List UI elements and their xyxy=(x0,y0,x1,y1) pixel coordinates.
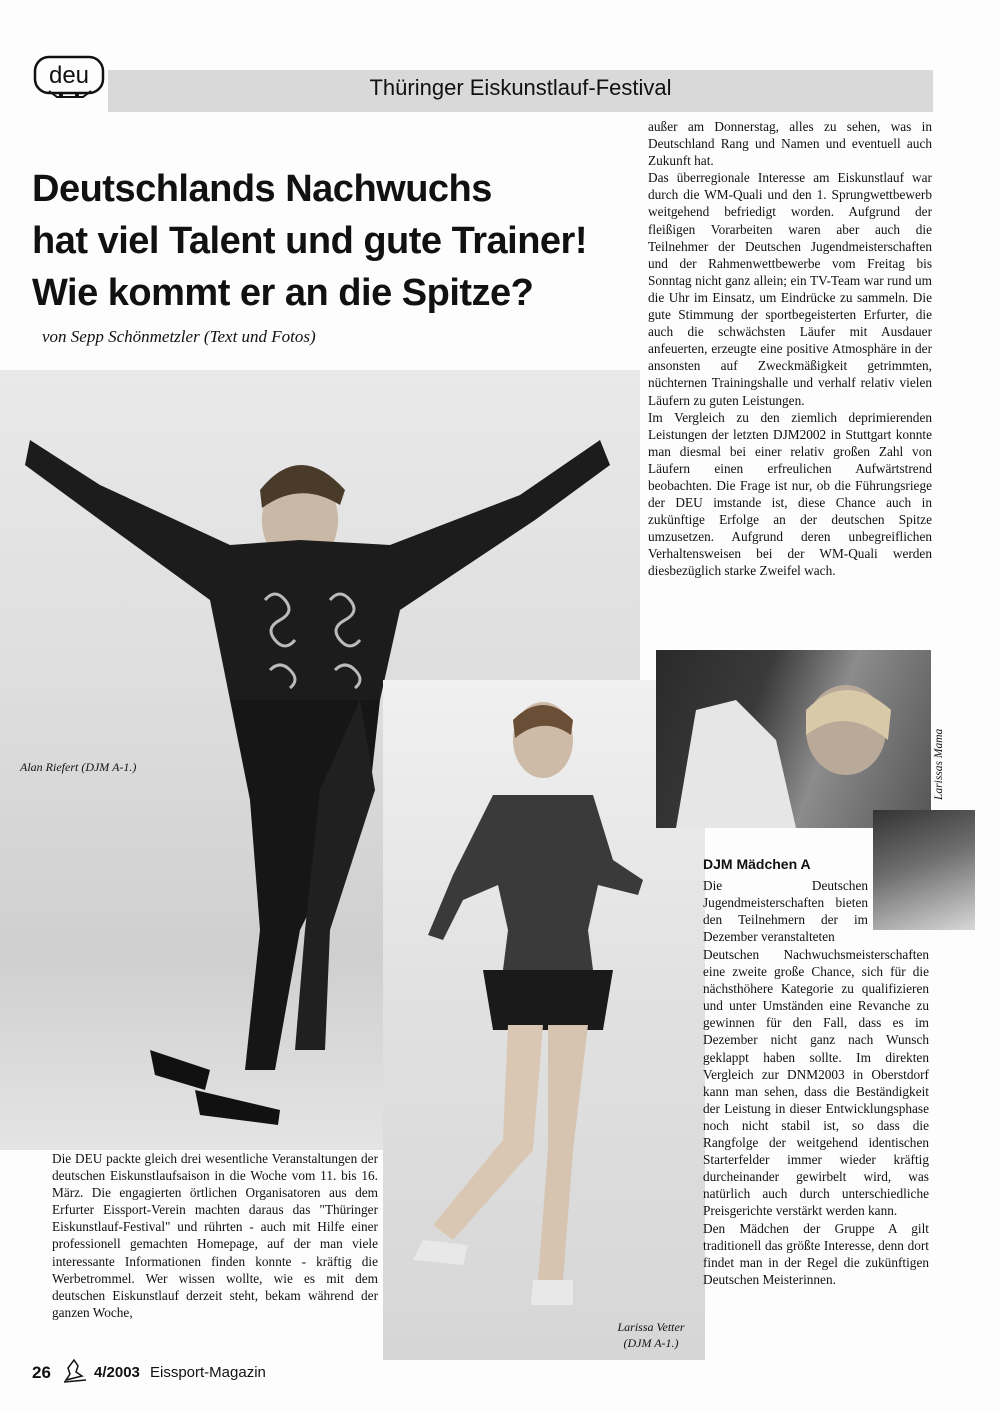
headline-line-3: Wie kommt er an die Spitze? xyxy=(32,272,534,314)
page-number: 26 xyxy=(32,1363,51,1382)
paragraph-right-3: Im Vergleich zu den ziemlich deprimierenden Leistungen der letzten DJM2002 in Stuttgart konnte man diesmal bei einer relativ großen Zahl von Läufern einen erfreulichen Aufwärtstrend beobachten. Die Frage ist nur, ob die Führungsriege der DEU imstande ist, diese Chance auch in zukünftige Erfolge an der deutschen Spitze umzusetzen. Aufgrund deren unbegreiflichen Verhaltensweisen bei der WM-Quali werden diesbezüglich starke Zweifel wach. xyxy=(648,409,932,579)
caption-mama xyxy=(929,700,949,810)
magazine-name: Eissport-Magazin xyxy=(150,1364,266,1381)
headline-line-2: hat viel Talent und gute Trainer! xyxy=(32,220,587,262)
article-headline xyxy=(32,163,632,319)
byline: von Sepp Schönmetzler (Text und Fotos) xyxy=(42,327,316,346)
headline-line-1: Deutschlands Nachwuchs xyxy=(32,168,492,210)
photo-larissas-mama xyxy=(656,650,931,828)
djm-text-body xyxy=(703,946,929,1288)
caption-larissa xyxy=(606,1319,696,1351)
paragraph-right-1: außer am Donnerstag, alles zu sehen, was in Deutschland Rang und Namen und eventuell auch Zukunft hat. xyxy=(648,119,932,169)
paragraph-right-2: Das überregionale Interesse am Eiskunstlauf war durch die WM-Quali und den 1. Sprungwettbewerb weitgehend befriedigt worden. Aufgrund der fleißigen Vorarbeiten waren aber auch die Teilnehmer der Deutschen Jugendmeisterschaften und der Rahmenwettbewerbe vom Freitag bis Sonntag nicht ganz allein; ein TV-Team war rund um die Uhr im Einsatz, um Eindrücke zu sammeln. Die gute Stimmung der sportbegeisterten Erfurter, die auch die schwächsten Läufer mit Ausdauer anfeuerten, erzeugte eine positive Atmosphäre in der ansonsten auf Zweckmäßigkeit getrimmten, nüchternen Trainingshalle und verhalf relativ vielen Läufern zu guten Leistungen. xyxy=(648,170,932,408)
right-column-text xyxy=(648,118,932,580)
caption-larissa-name: Larissa Vetter xyxy=(617,1320,685,1334)
section-title: Thüringer Eiskunstlauf-Festival xyxy=(369,75,672,100)
deu-logo xyxy=(33,55,105,99)
caption-larissa-rank: (DJM A-1.) xyxy=(623,1336,679,1350)
skater-emblem-icon xyxy=(60,1358,90,1384)
djm-heading: DJM Mädchen A xyxy=(703,856,811,872)
djm-text-intro: Die Deutschen Jugendmeisterschaften bieten den Teilnehmern der im Dezember veranstalteten xyxy=(703,878,868,945)
djm-paragraph-1: Deutschen Nachwuchsmeisterschaften eine zweite große Chance, sich für die nächsthöhere Kategorie zu qualifizieren und unter Umständen eine Revanche zu gewinnen für den Fall, dass es im Dezember nicht ganz nach Wunsch geklappt haben sollte. Im direkten Vergleich zur DNM2003 in Oberstdorf kann man sehen, dass die Beständigkeit der Leistung in dieser Entwicklungsphase noch nicht stabil ist, so dass die Rangfolge der weitgehend identischen Starterfelder immer wieder kräftig durcheinander gewirbelt wird, was natürlich auch durch unterschiedliche Preisgerichte verstärkt werden kann. xyxy=(703,947,929,1219)
caption-alan: Alan Riefert (DJM A-1.) xyxy=(20,760,137,774)
intro-text: Die DEU packte gleich drei wesentliche Veranstaltungen der deutschen Eiskunstlaufsaison in die Woche vom 11. bis 16. März. Die engagierten örtlichen Organisatoren aus dem Erfurter Eissport-Verein machten daraus das "Thüringer Eiskunstlauf-Festival" und rührten - auch mit Hilfe einer professionell gemachten Homepage, auf der man viele interessante Informationen finden konnte - kräftig die Werbetrommel. Wer wissen wollte, wie es mit dem deutschen Eiskunstlauf derzeit steht, bekam während der ganzen Woche, xyxy=(52,1151,378,1320)
logo-text: deu xyxy=(48,62,90,89)
djm-section xyxy=(703,856,929,874)
djm-paragraph-2: Den Mädchen der Gruppe A gilt traditionell das größte Interesse, denn dort findet man in der Regel die zukünftigen Deutschen Meisterinnen. xyxy=(703,1220,929,1287)
spectator-silhouette xyxy=(656,650,931,828)
issue-number: 4/2003 xyxy=(94,1364,140,1381)
caption-mama-text: Larissas Mama xyxy=(933,728,945,800)
